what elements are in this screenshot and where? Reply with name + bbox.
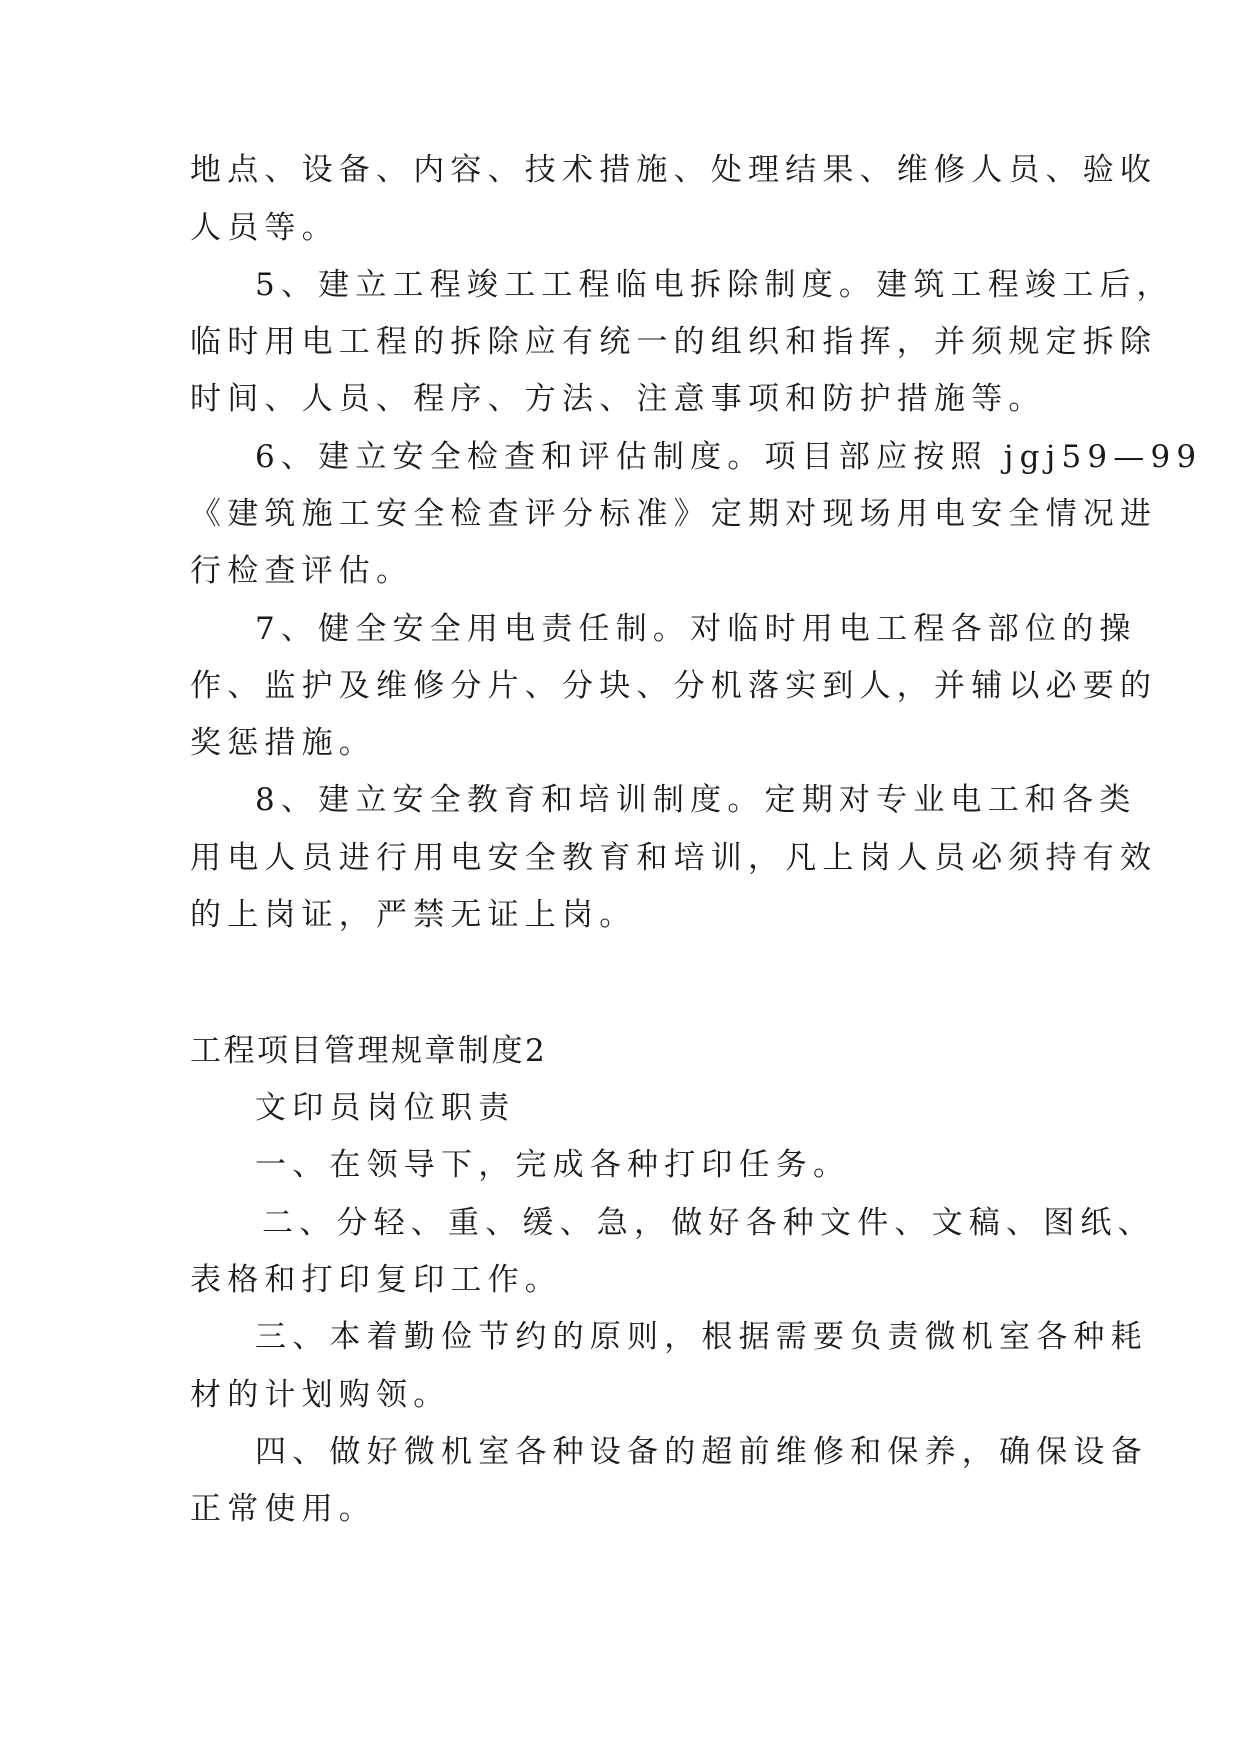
paragraph-line: 的上岗证，严禁无证上岗。 — [190, 897, 637, 933]
paragraph-line: 临时用电工程的拆除应有统一的组织和指挥，并须规定拆除 — [190, 324, 1158, 360]
paragraph-line: 二、分轻、重、缓、急，做好各种文件、文稿、图纸、 — [262, 1205, 1155, 1241]
paragraph-line: 三、本着勤俭节约的原则，根据需要负责微机室各种耗 — [255, 1319, 1148, 1355]
section-title: 工程项目管理规章制度2 — [190, 1033, 548, 1069]
paragraph-line: 奖惩措施。 — [190, 725, 376, 761]
paragraph-line: 材的计划购领。 — [190, 1377, 451, 1413]
paragraph-line: 5、建立工程竣工工程临电拆除制度。建筑工程竣工后， — [255, 267, 1174, 303]
paragraph-line: 7、健全安全用电责任制。对临时用电工程各部位的操 — [255, 611, 1137, 647]
paragraph-line: 正常使用。 — [190, 1491, 376, 1527]
paragraph-line: 四、做好微机室各种设备的超前维修和保养，确保设备 — [255, 1434, 1148, 1470]
paragraph-line: 地点、设备、内容、技术措施、处理结果、维修人员、验收 — [190, 152, 1158, 188]
paragraph-line: 用电人员进行用电安全教育和培训，凡上岗人员必须持有效 — [190, 840, 1158, 876]
paragraph-line: 《建筑施工安全检查评分标准》定期对现场用电安全情况进 — [190, 496, 1158, 532]
paragraph-line: 一、在领导下，完成各种打印任务。 — [255, 1147, 851, 1183]
paragraph-line: 表格和打印复印工作。 — [190, 1262, 562, 1298]
paragraph-line: 人员等。 — [190, 210, 339, 246]
subsection-heading: 文印员岗位职责 — [255, 1090, 516, 1126]
paragraph-line: 行检查评估。 — [190, 553, 414, 589]
paragraph-line: 8、建立安全教育和培训制度。定期对专业电工和各类 — [255, 782, 1137, 818]
paragraph-line: 时间、人员、程序、方法、注意事项和防护措施等。 — [190, 381, 1046, 417]
paragraph-line: 作、监护及维修分片、分块、分机落实到人，并辅以必要的 — [190, 668, 1158, 704]
paragraph-line: 6、建立安全检查和评估制度。项目部应按照 jgj59—99 — [255, 439, 1203, 475]
